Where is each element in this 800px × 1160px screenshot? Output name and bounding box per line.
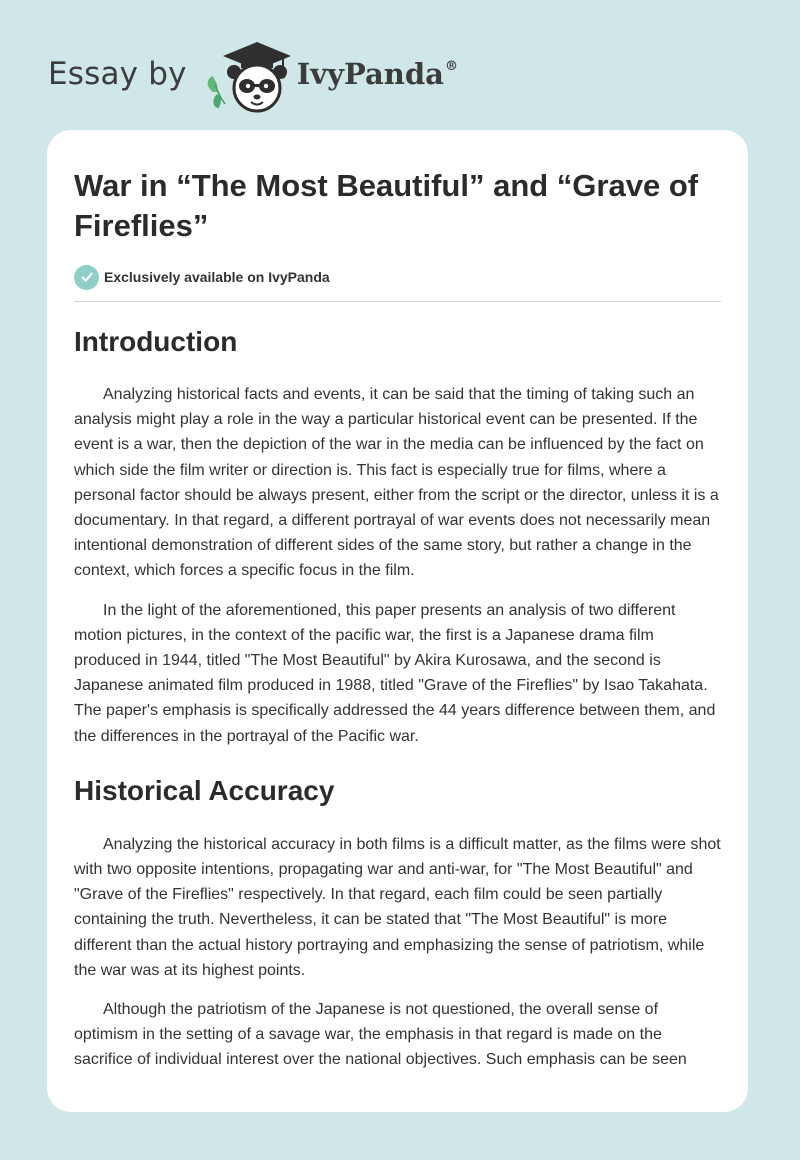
site-header xyxy=(48,34,458,114)
essay-by-label: Essay by xyxy=(48,56,187,92)
essay-card xyxy=(47,130,748,1112)
paragraph: Although the patriotism of the Japanese is not questioned, the overall sense of optimism in the setting of a savage war, the emphasis in that regard is made on the sacrifice of individual interest over the national objectives. Such emphasis can be seen xyxy=(74,1001,687,1069)
section-heading-historical-accuracy: Historical Accuracy xyxy=(74,774,335,806)
paragraph: Analyzing the historical accuracy in both films is a difficult matter, as the films were shot with two opposite intentions, propagating war and anti-war, for "The Most Beautiful" and "Grave of the Fireflies" respectively. In that regard, each film could be seen partially containing the truth. Nevertheless, it can be stated that "The Most Beautiful" is more different than the actual history portraying and emphasizing the sense of patriotism, while the war was at its highest points. xyxy=(74,835,721,979)
paragraph: Analyzing historical facts and events, it can be said that the timing of taking such an analysis might play a role in the way a particular historical event can be presented. If the event is a war, then the depiction of the war in the media can be influenced by the fact on which side the film writer or direction is. This fact is especially true for films, where a personal factor should be always present, either from the script or the director, unless it is a documentary. In that regard, a different portrayal of war events does not necessarily mean intentional demonstration of different sides of the same story, but rather a change in the context, which forces a specific focus in the film. xyxy=(74,386,719,580)
divider xyxy=(74,301,721,302)
essay-title: War in “The Most Beautiful” and “Grave of Fireflies” xyxy=(74,168,699,243)
brand-name[interactable]: IvyPanda® xyxy=(296,57,458,91)
exclusive-label: Exclusively available on IvyPanda xyxy=(104,269,330,285)
panda-graduate-logo-icon[interactable] xyxy=(203,34,295,114)
exclusive-badge xyxy=(74,264,721,290)
check-icon xyxy=(74,265,99,290)
paragraph: In the light of the aforementioned, this paper presents an analysis of two different motion pictures, in the context of the pacific war, the first is a Japanese drama film produced in 1944, titled "The Most Beautiful" by Akira Kurosawa, and the second is Japanese animated film produced in 1988, titled "Grave of the Fireflies" by Isao Takahata. The paper's emphasis is specifically addressed the 44 years difference between them, and the differences in the portrayal of the Pacific war. xyxy=(74,601,716,745)
registered-mark: ® xyxy=(444,59,458,74)
section-heading-introduction: Introduction xyxy=(74,326,238,357)
